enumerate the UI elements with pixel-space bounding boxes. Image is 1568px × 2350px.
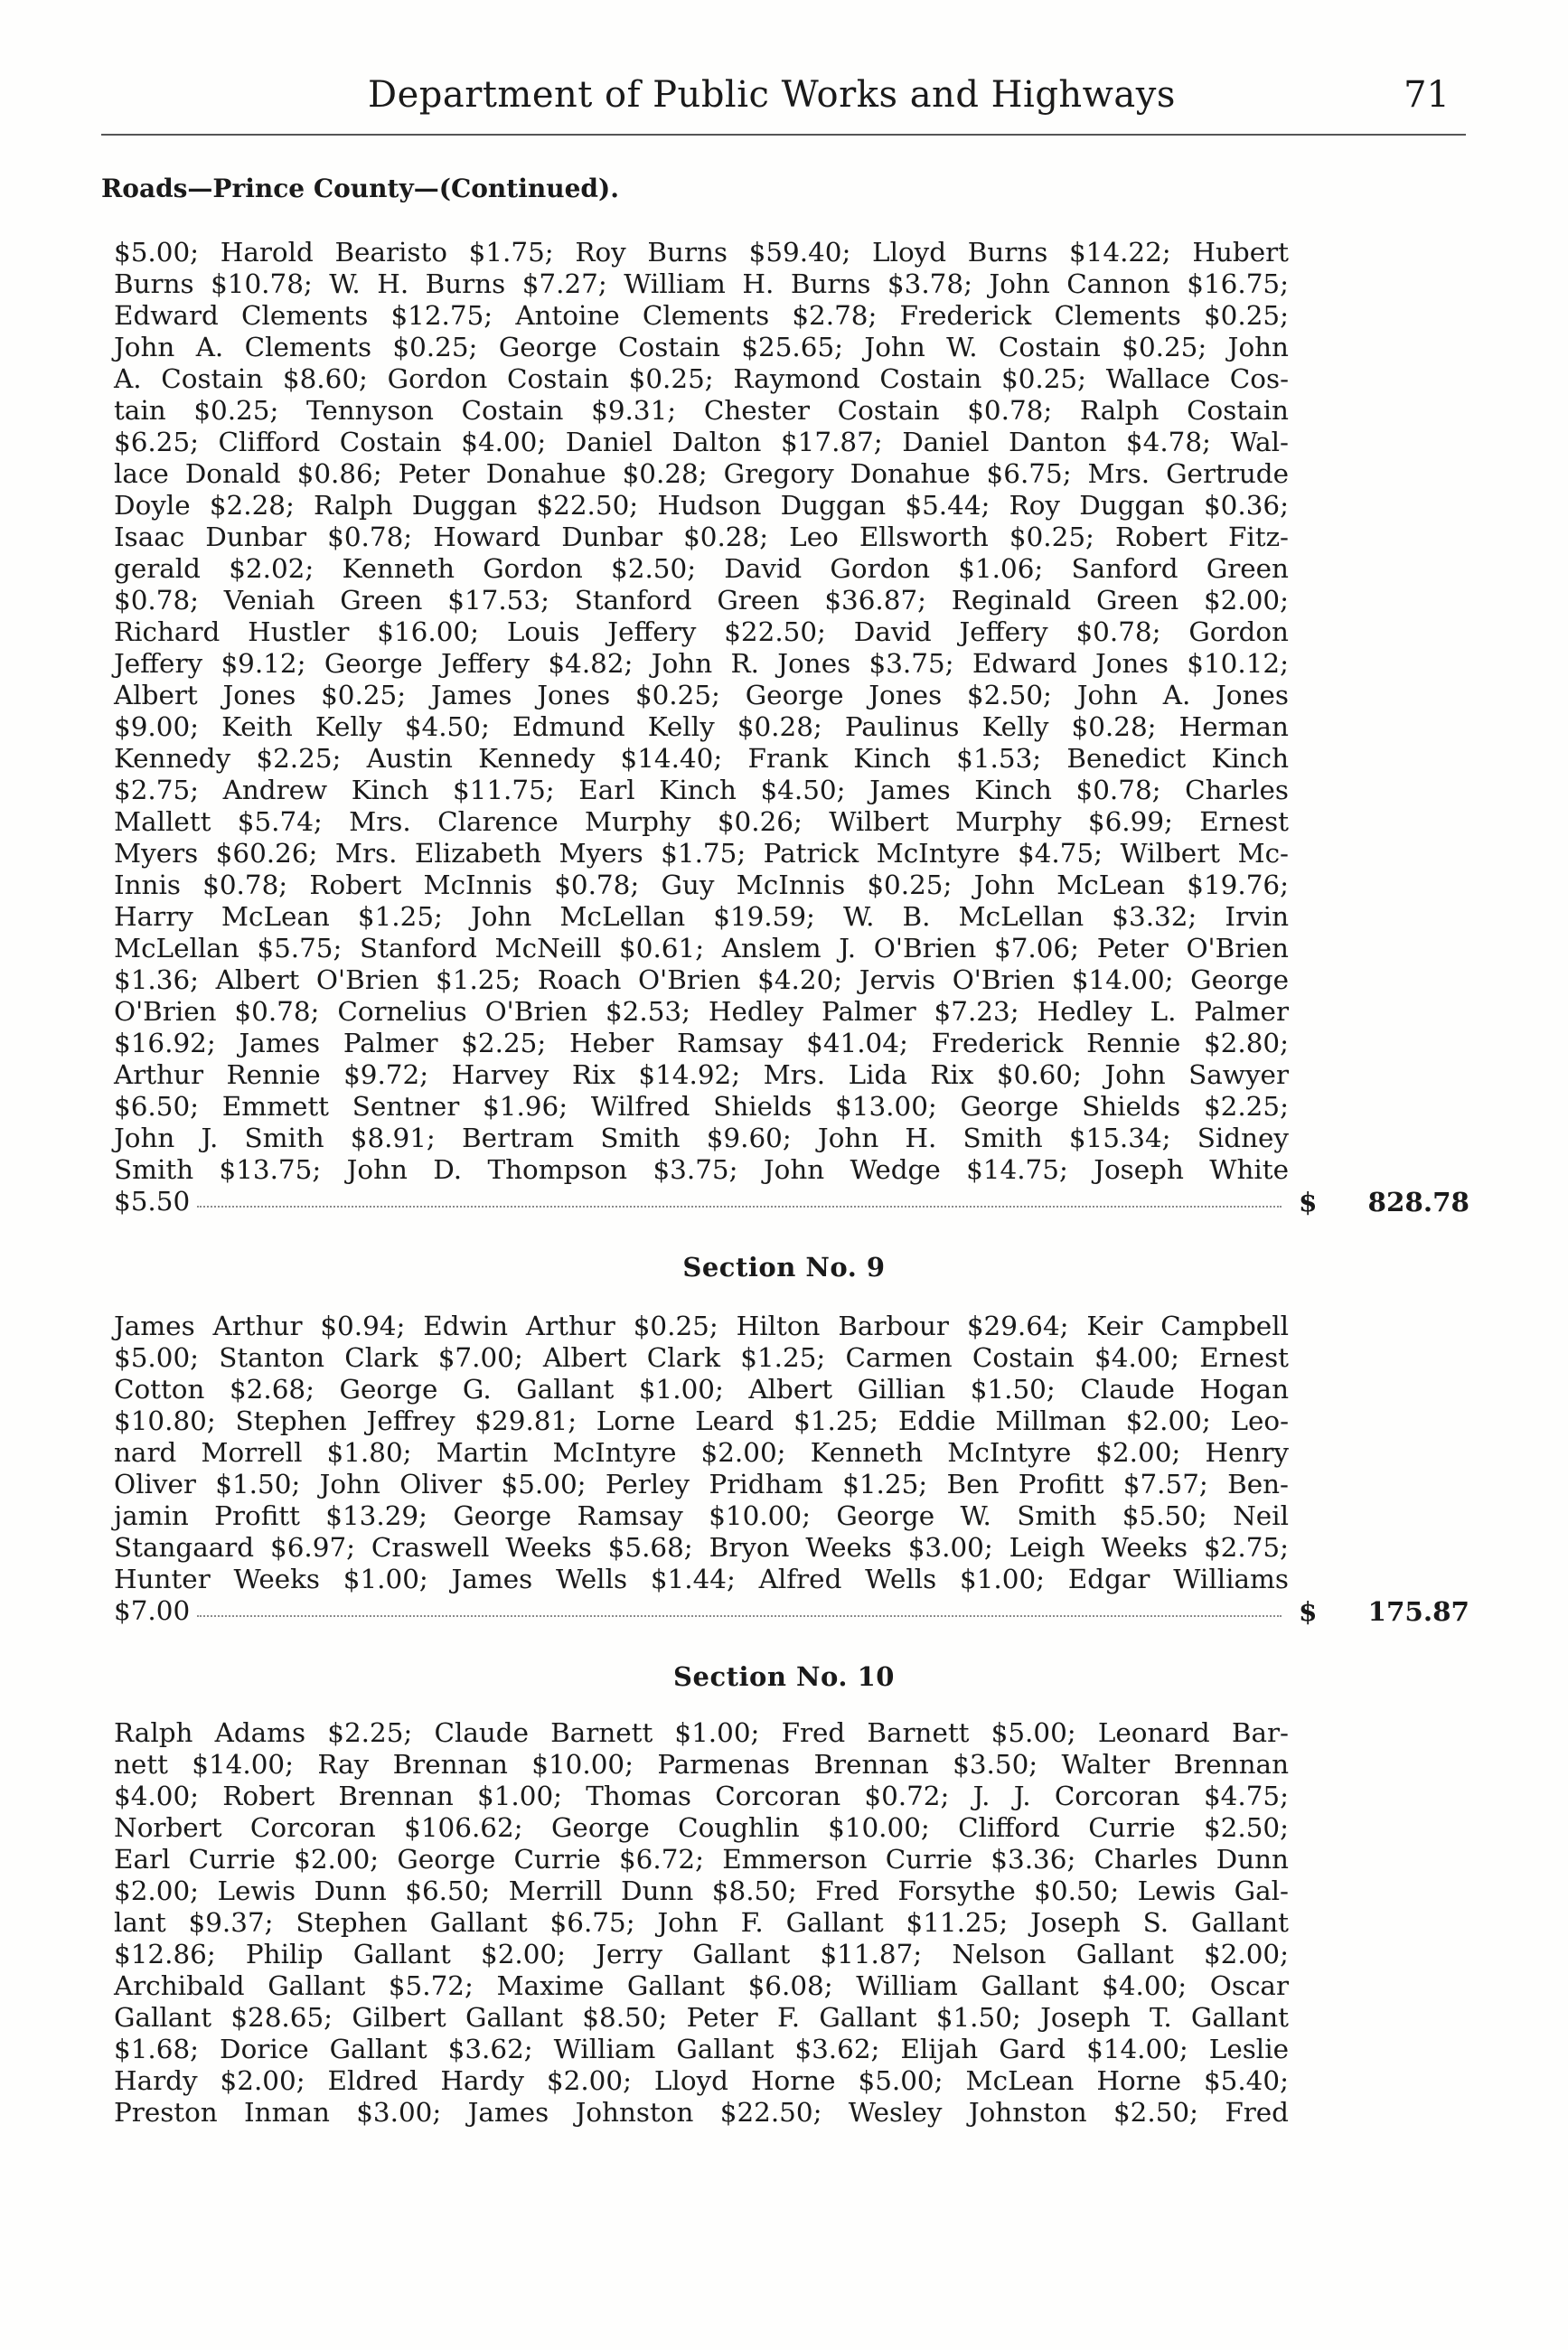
text-line: $2.75; Andrew Kinch $11.75; Earl Kinch $4.50; James Kinch $0.78; Charles xyxy=(114,775,1289,805)
text-line: McLellan $5.75; Stanford McNeill $0.61; Anslem J. O'Brien $7.06; Peter O'Brien xyxy=(114,933,1289,964)
text-line: lace Donald $0.86; Peter Donahue $0.28; Gregory Donahue $6.75; Mrs. Gertrude xyxy=(114,458,1289,489)
text-line: $10.80; Stephen Jeffrey $29.81; Lorne Leard $1.25; Eddie Millman $2.00; Leo- xyxy=(114,1405,1289,1436)
text-line: Stangaard $6.97; Craswell Weeks $5.68; Bryon Weeks $3.00; Leigh Weeks $2.75; xyxy=(114,1532,1289,1563)
text-line: $16.92; James Palmer $2.25; Heber Ramsay $41.04; Frederick Rennie $2.80; xyxy=(114,1028,1289,1058)
section-total-line xyxy=(114,1595,1469,1628)
text-line: A. Costain $8.60; Gordon Costain $0.25; Raymond Costain $0.25; Wallace Cos- xyxy=(114,363,1289,394)
dollar-sign: $ xyxy=(1299,1595,1318,1627)
section-heading: Section No. 10 xyxy=(673,1661,895,1692)
text-line: gerald $2.02; Kenneth Gordon $2.50; David Gordon $1.06; Sanford Green xyxy=(114,553,1289,584)
text-line: Edward Clements $12.75; Antoine Clements $2.78; Frederick Clements $0.25; xyxy=(114,300,1289,331)
text-line: Norbert Corcoran $106.62; George Coughlin $10.00; Clifford Currie $2.50; xyxy=(114,1812,1289,1843)
text-line: Isaac Dunbar $0.78; Howard Dunbar $0.28; Leo Ellsworth $0.25; Robert Fitz- xyxy=(114,522,1289,552)
text-line: $6.50; Emmett Sentner $1.96; Wilfred Shields $13.00; George Shields $2.25; xyxy=(114,1091,1289,1122)
text-line: Harry McLean $1.25; John McLellan $19.59; W. B. McLellan $3.32; Irvin xyxy=(114,901,1289,932)
text-line: Burns $10.78; W. H. Burns $7.27; William H. Burns $3.78; John Cannon $16.75; xyxy=(114,268,1289,299)
text-line: John A. Clements $0.25; George Costain $25.65; John W. Costain $0.25; John xyxy=(114,332,1289,362)
text-line: $6.25; Clifford Costain $4.00; Daniel Dalton $17.87; Daniel Danton $4.78; Wal- xyxy=(114,427,1289,457)
section-body-10 xyxy=(114,1717,1289,2129)
text-line: Earl Currie $2.00; George Currie $6.72; Emmerson Currie $3.36; Charles Dunn xyxy=(114,1844,1289,1875)
text-line: $4.00; Robert Brennan $1.00; Thomas Corcoran $0.72; J. J. Corcoran $4.75; xyxy=(114,1781,1289,1811)
last-entry: $7.00 xyxy=(114,1595,191,1626)
dollar-sign: $ xyxy=(1299,1186,1318,1217)
text-line: Jeffery $9.12; George Jeffery $4.82; John R. Jones $3.75; Edward Jones $10.12; xyxy=(114,648,1289,679)
text-line: Albert Jones $0.25; James Jones $0.25; George Jones $2.50; John A. Jones xyxy=(114,680,1289,710)
page-number: 71 xyxy=(1404,74,1450,116)
text-line: nard Morrell $1.80; Martin McIntyre $2.00; Kenneth McIntyre $2.00; Henry xyxy=(114,1437,1289,1468)
text-line: O'Brien $0.78; Cornelius O'Brien $2.53; Hedley Palmer $7.23; Hedley L. Palmer xyxy=(114,996,1289,1027)
text-line: Smith $13.75; John D. Thompson $3.75; John Wedge $14.75; Joseph White xyxy=(114,1154,1289,1185)
text-line: Myers $60.26; Mrs. Elizabeth Myers $1.75; Patrick McIntyre $4.75; Wilbert Mc- xyxy=(114,838,1289,869)
text-line: Hunter Weeks $1.00; James Wells $1.44; Alfred Wells $1.00; Edgar Williams xyxy=(114,1564,1289,1594)
text-line: $5.00; Harold Bearisto $1.75; Roy Burns $59.40; Lloyd Burns $14.22; Hubert xyxy=(114,237,1289,268)
section-total-line xyxy=(114,1186,1469,1218)
text-line: Innis $0.78; Robert McInnis $0.78; Guy McInnis $0.25; John McLean $19.76; xyxy=(114,870,1289,900)
section-total: 828.78 xyxy=(1367,1186,1469,1217)
last-entry: $5.50 xyxy=(114,1186,191,1217)
dot-leader xyxy=(197,1206,1282,1208)
text-line: Ralph Adams $2.25; Claude Barnett $1.00; Fred Barnett $5.00; Leonard Bar- xyxy=(114,1717,1289,1748)
text-line: $0.78; Veniah Green $17.53; Stanford Green $36.87; Reginald Green $2.00; xyxy=(114,585,1289,616)
text-line: Mallett $5.74; Mrs. Clarence Murphy $0.26; Wilbert Murphy $6.99; Ernest xyxy=(114,806,1289,837)
text-line: nett $14.00; Ray Brennan $10.00; Parmenas Brennan $3.50; Walter Brennan xyxy=(114,1749,1289,1780)
text-line: $9.00; Keith Kelly $4.50; Edmund Kelly $0.28; Paulinus Kelly $0.28; Herman xyxy=(114,711,1289,742)
section-total: 175.87 xyxy=(1367,1595,1469,1627)
header-rule xyxy=(101,134,1466,136)
text-line: Hardy $2.00; Eldred Hardy $2.00; Lloyd Horne $5.00; McLean Horne $5.40; xyxy=(114,2065,1289,2096)
text-line: Richard Hustler $16.00; Louis Jeffery $22.50; David Jeffery $0.78; Gordon xyxy=(114,616,1289,647)
text-line: $5.00; Stanton Clark $7.00; Albert Clark $1.25; Carmen Costain $4.00; Ernest xyxy=(114,1342,1289,1373)
text-line: lant $9.37; Stephen Gallant $6.75; John F. Gallant $11.25; Joseph S. Gallant xyxy=(114,1907,1289,1938)
section-heading: Section No. 9 xyxy=(682,1252,886,1283)
text-line: Arthur Rennie $9.72; Harvey Rix $14.92; Mrs. Lida Rix $0.60; John Sawyer xyxy=(114,1059,1289,1090)
page-title: Department of Public Works and Highways xyxy=(368,74,1176,116)
text-line: $1.68; Dorice Gallant $3.62; William Gallant $3.62; Elijah Gard $14.00; Leslie xyxy=(114,2034,1289,2064)
text-line: John J. Smith $8.91; Bertram Smith $9.60; John H. Smith $15.34; Sidney xyxy=(114,1123,1289,1153)
text-line: jamin Profitt $13.29; George Ramsay $10.00; George W. Smith $5.50; Neil xyxy=(114,1500,1289,1531)
text-line: James Arthur $0.94; Edwin Arthur $0.25; Hilton Barbour $29.64; Keir Campbell xyxy=(114,1311,1289,1341)
text-line: $12.86; Philip Gallant $2.00; Jerry Gallant $11.87; Nelson Gallant $2.00; xyxy=(114,1939,1289,1969)
text-line: Oliver $1.50; John Oliver $5.00; Perley Pridham $1.25; Ben Profitt $7.57; Ben- xyxy=(114,1469,1289,1499)
text-line: $2.00; Lewis Dunn $6.50; Merrill Dunn $8.50; Fred Forsythe $0.50; Lewis Gal- xyxy=(114,1875,1289,1906)
text-line: Gallant $28.65; Gilbert Gallant $8.50; Peter F. Gallant $1.50; Joseph T. Gallant xyxy=(114,2002,1289,2033)
text-line: tain $0.25; Tennyson Costain $9.31; Chester Costain $0.78; Ralph Costain xyxy=(114,395,1289,426)
dot-leader xyxy=(197,1615,1282,1617)
page-header xyxy=(101,74,1466,128)
text-line: Kennedy $2.25; Austin Kennedy $14.40; Frank Kinch $1.53; Benedict Kinch xyxy=(114,743,1289,774)
text-line: Doyle $2.28; Ralph Duggan $22.50; Hudson Duggan $5.44; Roy Duggan $0.36; xyxy=(114,490,1289,521)
text-line: $1.36; Albert O'Brien $1.25; Roach O'Brien $4.20; Jervis O'Brien $14.00; George xyxy=(114,964,1289,995)
section-body-9 xyxy=(114,1311,1289,1595)
running-head: Roads—Prince County—(Continued). xyxy=(101,174,619,203)
section-body-continued xyxy=(114,237,1289,1186)
text-line: Preston Inman $3.00; James Johnston $22.50; Wesley Johnston $2.50; Fred xyxy=(114,2097,1289,2128)
text-line: Archibald Gallant $5.72; Maxime Gallant $6.08; William Gallant $4.00; Oscar xyxy=(114,1970,1289,2001)
text-line: Cotton $2.68; George G. Gallant $1.00; Albert Gillian $1.50; Claude Hogan xyxy=(114,1374,1289,1405)
